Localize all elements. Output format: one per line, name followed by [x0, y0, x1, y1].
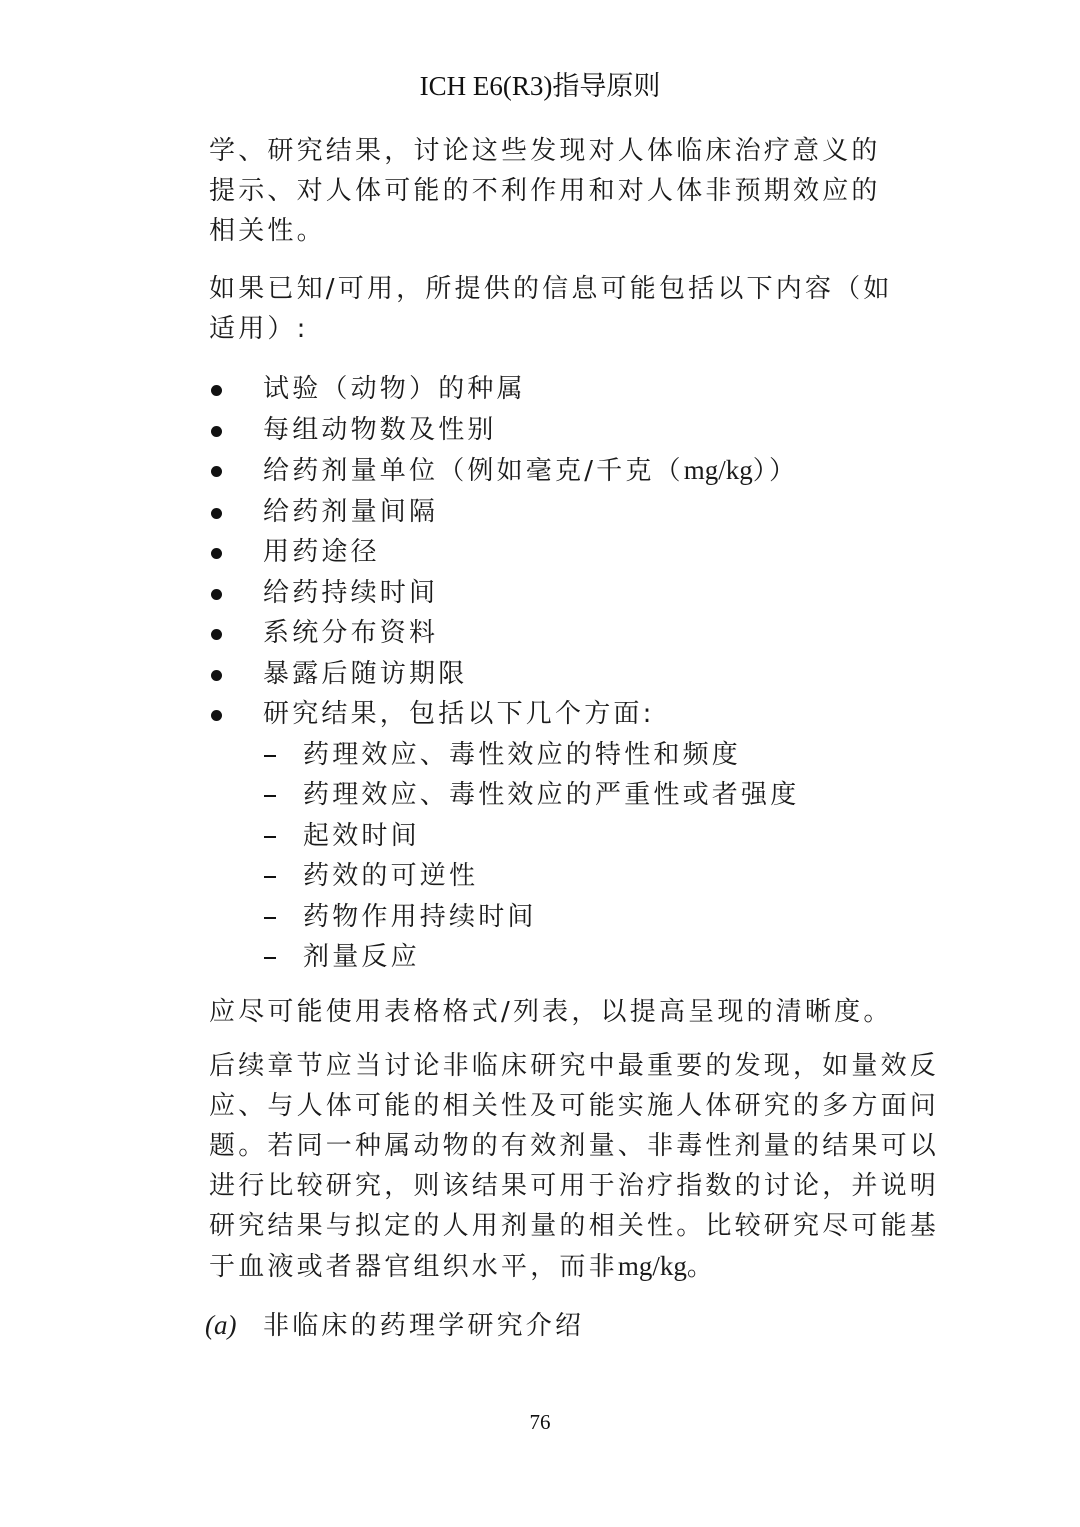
list-item: 试验（动物）的种属 [209, 369, 929, 410]
bullet-icon [211, 385, 222, 396]
paragraph-intro-continuation: 学、研究结果，讨论这些发现对人体临床治疗意义的提示、对人体可能的不利作用和对人体非预期效应的相关性。 [209, 136, 881, 246]
section-subheading [205, 1305, 925, 1346]
bullet-icon [211, 548, 222, 559]
dash-icon [264, 755, 276, 757]
unit-text: mg/kg [683, 455, 753, 485]
study-results-sublist [263, 735, 929, 978]
info-bullet-list [209, 369, 929, 978]
unit-text: mg/kg [617, 1250, 687, 1281]
dash-icon [264, 917, 276, 919]
dash-icon [264, 957, 276, 959]
bullet-icon [211, 710, 222, 721]
sublist-item: 剂量反应 [209, 937, 929, 978]
dash-icon [264, 876, 276, 878]
bullet-icon [211, 426, 222, 437]
list-item: 给药持续时间 [209, 573, 929, 614]
document-title: ICH E6(R3)指导原则 [419, 71, 661, 101]
sublist-item: 药理效应、毒性效应的特性和频度 [209, 735, 929, 776]
paragraph-table-format: 应尽可能使用表格格式/列表，以提高呈现的清晰度。 [209, 996, 893, 1027]
list-item: 每组动物数及性别 [209, 410, 929, 451]
bullet-icon [211, 670, 222, 681]
document-body [205, 131, 940, 1346]
sublist-item: 起效时间 [209, 816, 929, 857]
dash-icon [264, 836, 276, 838]
list-item: 给药剂量间隔 [209, 492, 929, 533]
page-header [0, 68, 1080, 104]
sublist-item: 药理效应、毒性效应的严重性或者强度 [209, 775, 929, 816]
paragraph-info-list-intro: 如果已知/可用，所提供的信息可能包括以下内容（如适用）: [209, 274, 893, 344]
sublist-item: 药效的可逆性 [209, 856, 929, 897]
list-item: 用药途径 [209, 532, 929, 573]
list-item: 暴露后随访期限 [209, 654, 929, 695]
paragraph-subsequent-sections: 后续章节应当讨论非临床研究中最重要的发现，如量效反应、与人体可能的相关性及可能实施人体研究的多方面问题。若同一种属动物的有效剂量、非毒性剂量的结果可以进行比较研究，则该结果可用于治疗指数的讨论，并说明研究结果与拟定的人用剂量的相关性。比较研究尽可能基于血液或者器官组织水平，而非mg/kg。 [209, 1050, 940, 1282]
bullet-icon [211, 508, 222, 519]
page-number: 76 [529, 1410, 551, 1434]
sublist-item: 药物作用持续时间 [209, 897, 929, 938]
list-item: 研究结果，包括以下几个方面: 药理效应、毒性效应的特性和频度 药理效应、毒性效应的严重性或者强度 起效时间 药效的可逆性 药物作用持续时间 剂量反应 [209, 694, 929, 978]
bullet-icon [211, 629, 222, 640]
list-item: 系统分布资料 [209, 613, 929, 654]
subheading-title: 非临床的药理学研究介绍 [263, 1310, 585, 1341]
dash-icon [264, 795, 276, 797]
subheading-label: (a) [205, 1309, 237, 1340]
bullet-icon [211, 466, 222, 477]
list-item: 给药剂量单位（例如毫克/千克（mg/kg）） [209, 450, 929, 492]
bullet-icon [211, 589, 222, 600]
